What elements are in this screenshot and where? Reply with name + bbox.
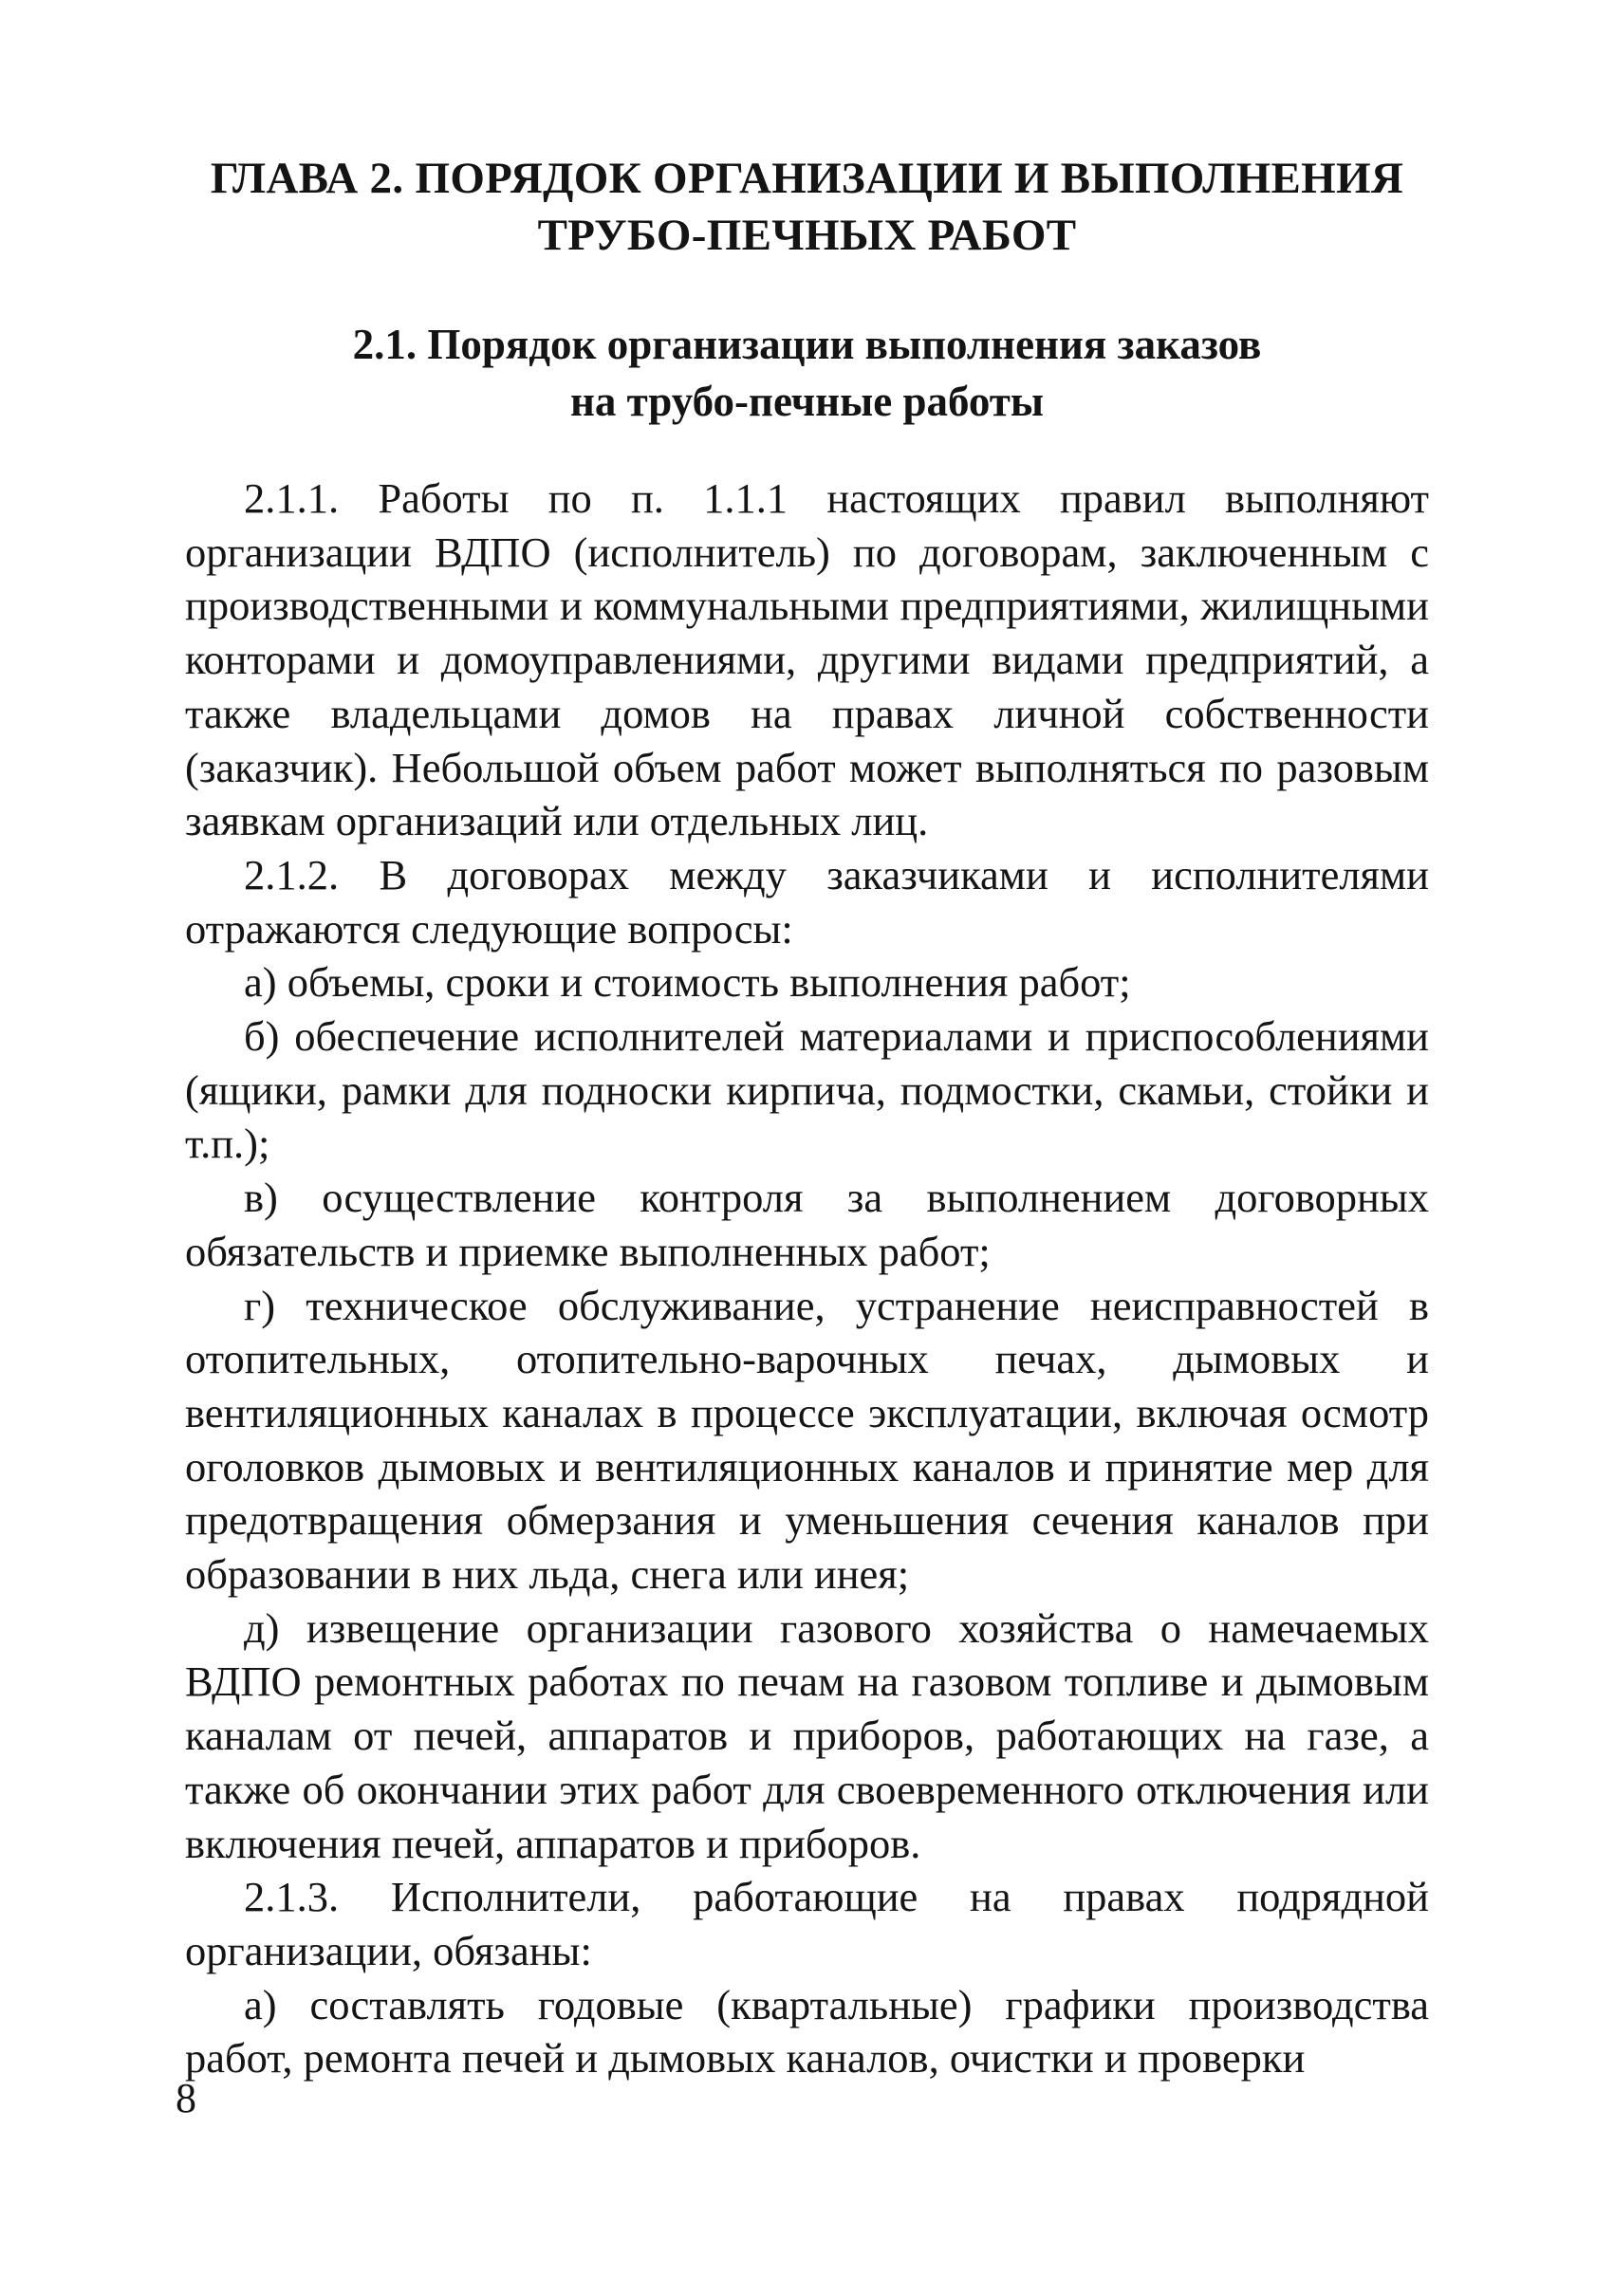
- paragraph-2-1-2: 2.1.2. В договорах между заказчиками и исполнителями отражаются следующие вопросы:: [185, 850, 1429, 953]
- chapter-title-line-2: ТРУБО-ПЕЧНЫХ РАБОТ: [537, 211, 1077, 260]
- list-item-v: в) осуществление контроля за выполнением договорных обязательств и приемке выполненных работ;: [185, 1174, 1429, 1275]
- paragraph-2-1-1: 2.1.1. Работы по п. 1.1.1 настоящих правил выполняют организации ВДПО (исполнитель) по договорам, заключенным с производственными и коммунальными предприятиями, жилищными конторами и домоуправлениями, другими видами предприятий, а также владельцами домов на правах личной собственности (заказчик). Небольшой объем работ может выполняться по разовым заявкам организаций или отдельных лиц.: [185, 474, 1429, 845]
- page-number: 8: [176, 2075, 196, 2121]
- list-item-a-2: а) составлять годовые (квартальные) графики производства работ, ремонта печей и дымовых каналов, очистки и проверки: [185, 1980, 1429, 2083]
- paragraph-2-1-3: 2.1.3. Исполнители, работающие на правах подрядной организации, обязаны:: [185, 1873, 1429, 1974]
- chapter-title: [142, 150, 1472, 264]
- section-title-line-2: на трубо-печные работы: [569, 378, 1045, 425]
- section-title-line-1: 2.1. Порядок организации выполнения заказов: [352, 321, 1262, 368]
- list-item-a: а) объемы, сроки и стоимость выполнения работ;: [244, 958, 1131, 1007]
- chapter-title-line-1: ГЛАВА 2. ПОРЯДОК ОРГАНИЗАЦИИ И ВЫПОЛНЕНИЯ: [210, 154, 1404, 203]
- list-item-g: г) техническое обслуживание, устранение неисправностей в отопительных, отопительно-варочных печах, дымовых и вентиляционных каналах в процессе эксплуатации, включая осмотр оголовков дымовых и вентиляционных каналов и принятие мер для предотвращения обмерзания и уменьшения сечения каналов при образовании в них льда, снега или инея;: [185, 1281, 1429, 1599]
- body-text: [185, 472, 1429, 2085]
- list-item-d: д) извещение организации газового хозяйства о намечаемых ВДПО ремонтных работах по печам на газовом топливе и дымовым каналам от печей, аппаратов и приборов, работающих на газе, а также об окончании этих работ для своевременного отключения или включения печей, аппаратов и приборов.: [185, 1603, 1429, 1867]
- section-title: [142, 316, 1472, 430]
- list-item-b: б) обеспечение исполнителей материалами и приспособлениями (ящики, рамки для подноски кирпича, подмостки, скамьи, стойки и т.п.);: [185, 1012, 1429, 1168]
